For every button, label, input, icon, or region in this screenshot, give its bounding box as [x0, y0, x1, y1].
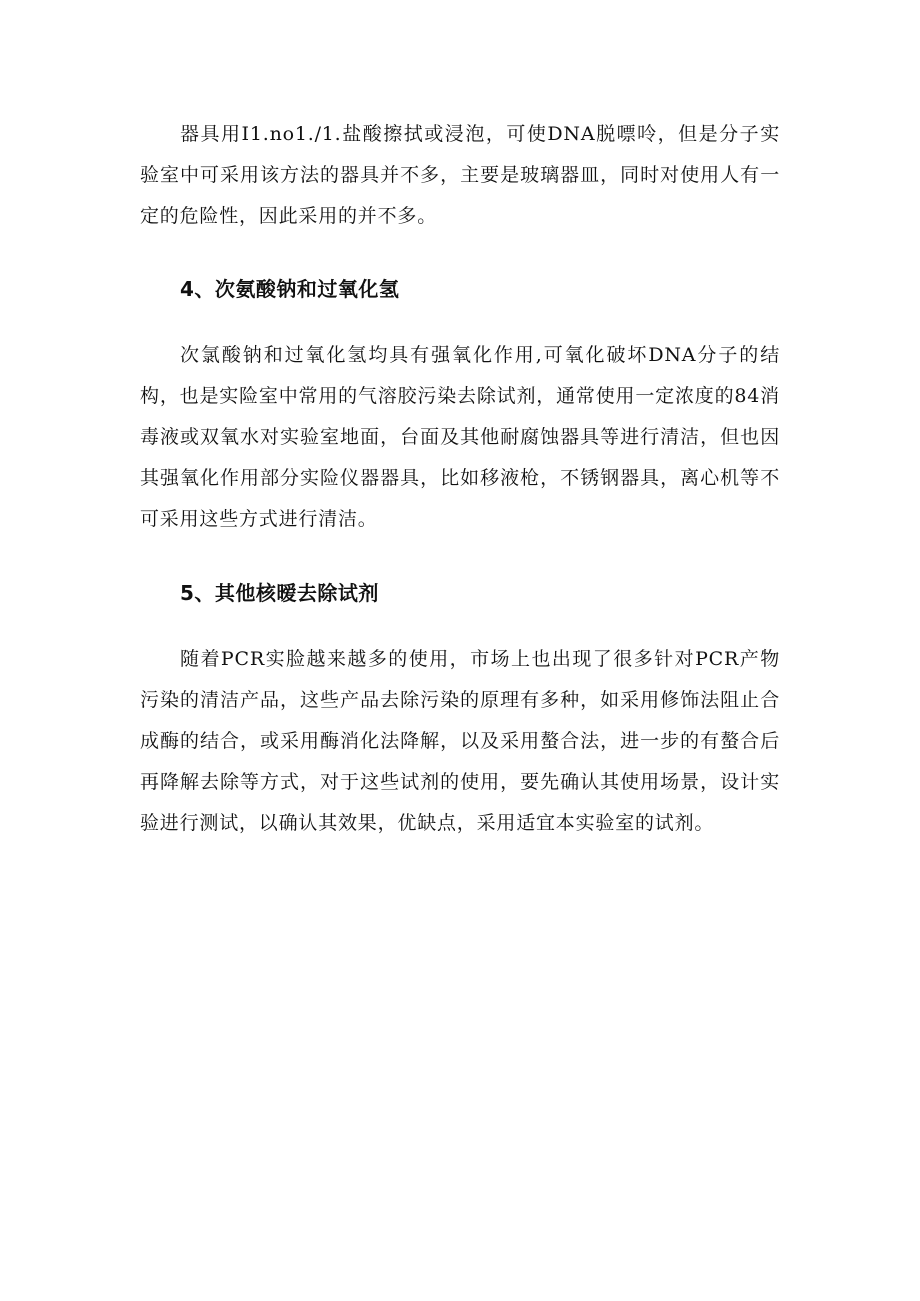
section-number-4: 4: [180, 277, 195, 301]
section-heading-5: [140, 578, 780, 608]
paragraph-hcl-cleaning: 器具用I1.no1./1.盐酸擦拭或浸泡，可使DNA脱嘌呤，但是分子实验室中可采用该方法的器具并不多，主要是玻璃器皿，同时对使用人有一定的危险性，因此采用的并不多。: [140, 123, 780, 227]
section-heading-4: [140, 274, 780, 304]
paragraph-hypochlorite-peroxide: 次氯酸钠和过氧化氢均具有强氧化作用,可氧化破坏DNA分子的结构，也是实险室中常用的气溶胶污染去除试剂，通常使用一定浓度的84消毒液或双氧水对实验室地面，台面及其他耐腐蚀器具等进行清洁，但也因其强氧化作用部分实险仪器器具，比如移液枪，不锈钢器具，离心机等不可采用这些方式进行清洁。: [140, 344, 780, 530]
section-title-5: 、其他核暧去除试剂: [194, 581, 379, 605]
paragraph-other-reagents: 随着PCR实脸越来越多的使用，市场上也出现了很多针对PCR产物污染的清洁产品，这些产品去除污染的原理有多种，如采用修饰法阻止合成酶的结合，或采用酶消化法降解，以及采用螯合法，进一步的有螯合后再降解去除等方式，对于这些试剂的使用，要先确认其使用场景，设计实验进行测试，以确认其效果，优缺点，采用适宜本实验室的试剂。: [140, 648, 780, 834]
section-title-4: 、次氨酸钠和过氧化氢: [194, 277, 400, 301]
section-number-5: 5: [180, 581, 195, 605]
